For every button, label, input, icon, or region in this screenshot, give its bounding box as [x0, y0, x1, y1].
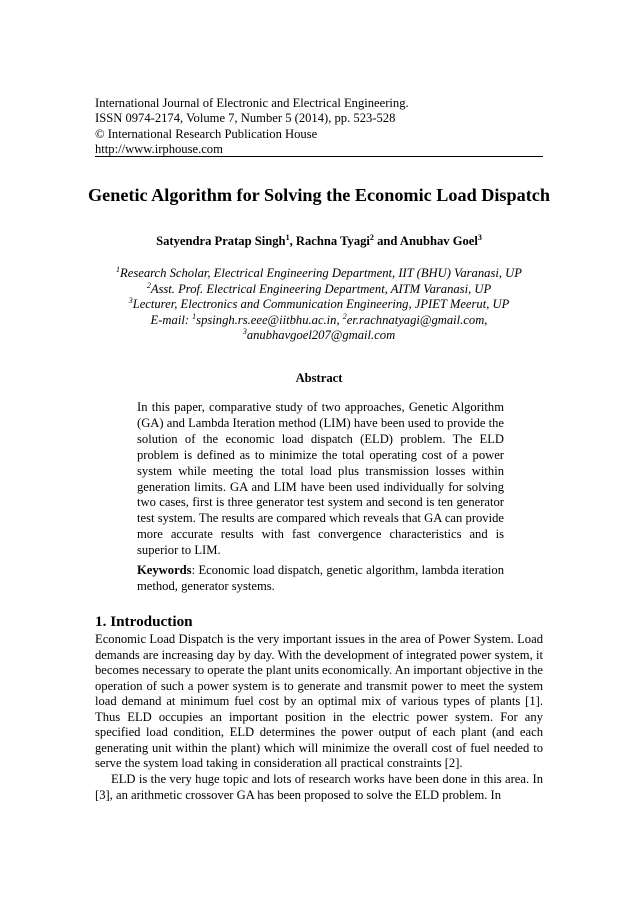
- author-sep: and: [373, 234, 400, 248]
- email-address[interactable]: spsingh.rs.eee@iitbhu.ac.in,: [196, 312, 343, 327]
- affiliation-line: [0, 266, 638, 282]
- affil-text: Lecturer, Electronics and Communication Engineering, JPIET Meerut, UP: [132, 297, 510, 312]
- email-sup: 1: [192, 311, 197, 321]
- author-sup: 2: [369, 232, 374, 242]
- email-sup: 2: [342, 311, 347, 321]
- keywords-label: Keywords: [137, 563, 192, 577]
- email-line: [0, 313, 638, 329]
- journal-issn: ISSN 0974-2174, Volume 7, Number 5 (2014), pp. 523-528: [95, 111, 396, 126]
- author-name: Rachna Tyagi: [295, 234, 370, 248]
- intro-paragraph-1: Economic Load Dispatch is the very important issues in the area of Power System. Load demands are increasing day by day. With the development of integrated power system, it becomes necessary to operate the plant units economically. An important objective in the operation of such a power system is to generate and transmit power to meet the system load demand at minimum fuel cost by an optimal mix of various types of plants [1]. Thus ELD occupies an important position in the electric power system. For any specified load condition, ELD determines the power output of each plant (and each generating unit within the plant) which will minimize the overall cost of fuel needed to serve the system load taking in consideration all practical constraints [2].: [95, 632, 543, 770]
- affiliations: [0, 266, 638, 344]
- abstract-text: In this paper, comparative study of two approaches, Genetic Algorithm (GA) and Lambda Iteration method (LIM) have been used to provide the solution of the economic load dispatch (ELD) problem. The ELD problem is defined as to minimize the total operating cost of a power system while meeting the total load plus transmission losses within generation limits. GA and LIM have been used individually for solving two cases, first is three generator test system and second is ten generator test system. The results are compared which reveals that GA can provide more accurate results with fast convergence characteristics and is superior to LIM.: [137, 400, 504, 558]
- email-sup: 3: [242, 327, 247, 337]
- affil-sup: 2: [146, 280, 151, 290]
- intro-paragraph-2: ELD is the very huge topic and lots of research works have been done in this area. In [3], an arithmetic crossover GA has been proposed to solve the ELD problem. In: [95, 772, 543, 802]
- affil-sup: 3: [128, 296, 133, 305]
- email-address[interactable]: anubhavgoel207@gmail.com: [246, 328, 396, 343]
- affiliation-line: [0, 297, 638, 313]
- author-sep: ,: [289, 234, 296, 248]
- author-name: Anubhav Goel: [399, 234, 478, 248]
- journal-name: International Journal of Electronic and Electrical Engineering.: [95, 96, 409, 110]
- journal-url[interactable]: http://www.irphouse.com: [95, 141, 223, 156]
- email-address[interactable]: er.rachnatyagi@gmail.com,: [346, 312, 488, 327]
- abstract-heading: Abstract: [295, 371, 343, 385]
- header-rule: [95, 156, 543, 157]
- author-sup: 1: [285, 232, 290, 242]
- affil-sup: 1: [116, 264, 121, 274]
- section-heading-introduction: 1. Introduction: [95, 613, 193, 630]
- paper-title: Genetic Algorithm for Solving the Economic Load Dispatch: [88, 185, 550, 205]
- author-sup: 3: [477, 232, 482, 242]
- email-line: [0, 328, 638, 344]
- author-name: Satyendra Pratap Singh: [156, 234, 286, 248]
- journal-header: [95, 96, 543, 157]
- email-label: E-mail:: [150, 312, 193, 327]
- affil-text: Research Scholar, Electrical Engineering Department, IIT (BHU) Varanasi, UP: [120, 266, 522, 280]
- keywords: [137, 563, 504, 595]
- author-list: [0, 234, 638, 249]
- keywords-text: : Economic load dispatch, genetic algorithm, lambda iteration method, generator systems.: [137, 563, 504, 593]
- journal-copyright: © International Research Publication House: [95, 126, 318, 141]
- affil-text: Asst. Prof. Electrical Engineering Department, AITM Varanasi, UP: [150, 281, 492, 296]
- affiliation-line: [0, 282, 638, 298]
